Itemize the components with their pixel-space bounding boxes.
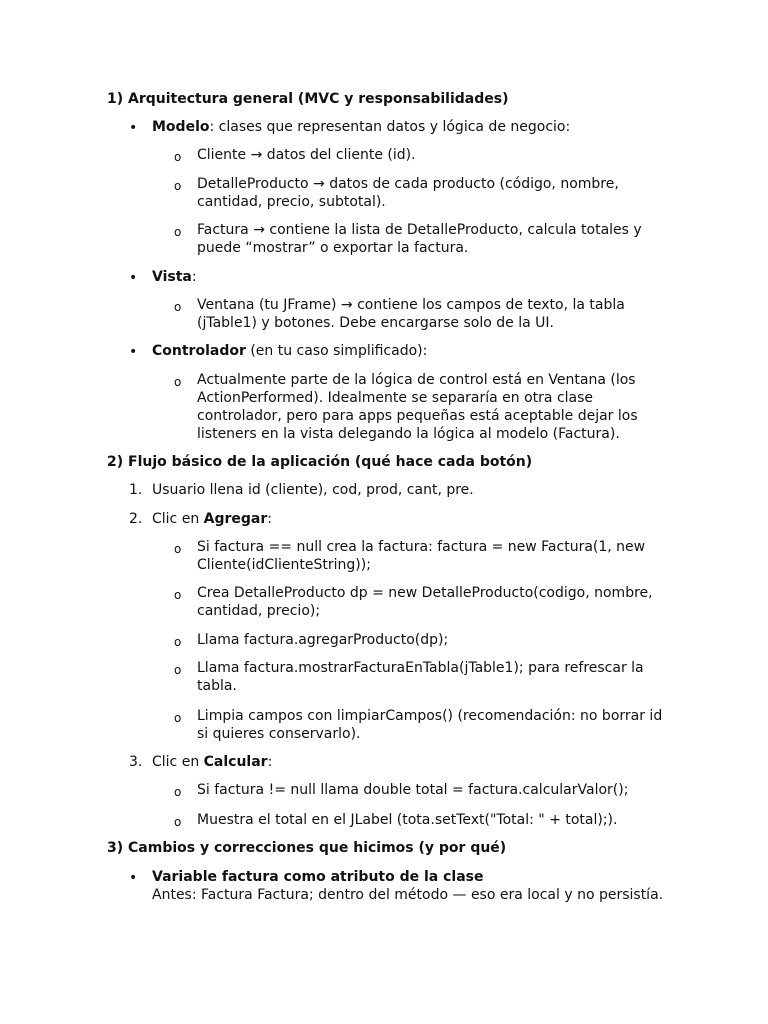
agregar-sub-item-cont: si quieres conservarlo).: [197, 726, 361, 742]
modelo-sub-item: Factura → contiene la lista de DetalleProducto, calcula totales y: [197, 222, 642, 238]
calcular-sub-item: Muestra el total en el JLabel (tota.setText("Total: " + total);).: [197, 812, 618, 828]
controlador-sub-item-cont: ActionPerformed). Idealmente se separaría en otra clase: [197, 390, 594, 406]
step-3-post: :: [267, 754, 273, 770]
bullet: •: [129, 270, 138, 286]
factura-attribute-text: Antes: Factura Factura; dentro del método — eso era local y no persistía.: [152, 887, 664, 903]
agregar-sub-item-cont: Cliente(idClienteString));: [197, 557, 371, 573]
sub-bullet: o: [174, 225, 182, 239]
step-3-pre: Clic en: [152, 754, 204, 770]
sub-bullet: o: [174, 815, 182, 829]
step-2-text: [152, 510, 272, 528]
calcular-label: Calcular: [203, 754, 268, 770]
step-2-pre: Clic en: [152, 511, 204, 527]
step-number: 2.: [129, 511, 143, 527]
sub-bullet: o: [174, 179, 182, 193]
controlador-sub-item: Actualmente parte de la lógica de control está en Ventana (los: [197, 372, 636, 388]
controlador-sub-item-cont: controlador, pero para apps pequeñas está aceptable dejar los: [197, 408, 638, 424]
sub-bullet: o: [174, 663, 182, 677]
modelo-sub-item-cont: puede “mostrar” o exportar la factura.: [197, 240, 469, 256]
bullet: •: [129, 120, 138, 136]
agregar-sub-item: Limpia campos con limpiarCampos() (recomendación: no borrar id: [197, 708, 663, 724]
controlador-sub-item-cont: listeners en la vista delegando la lógica al modelo (Factura).: [197, 426, 620, 442]
section-3-heading: 3) Cambios y correcciones que hicimos (y por qué): [107, 840, 507, 856]
agregar-sub-item-cont: tabla.: [197, 678, 237, 694]
vista-sub-item: Ventana (tu JFrame) → contiene los campos de texto, la tabla: [197, 297, 625, 313]
sub-bullet: o: [174, 588, 182, 602]
agregar-sub-item: Crea DetalleProducto dp = new DetalleProducto(codigo, nombre,: [197, 585, 653, 601]
step-number: 3.: [129, 754, 143, 770]
bullet: •: [129, 870, 138, 886]
factura-attribute-title: Variable factura como atributo de la clase: [152, 869, 484, 885]
agregar-sub-item: Si factura == null crea la factura: factura = new Factura(1, new: [197, 539, 646, 555]
controlador-text: (en tu caso simplificado):: [245, 343, 428, 359]
step-1-text: Usuario llena id (cliente), cod, prod, cant, pre.: [152, 482, 474, 498]
agregar-sub-item: Llama factura.mostrarFacturaEnTabla(jTable1); para refrescar la: [197, 660, 644, 676]
vista-text: :: [191, 269, 197, 285]
calcular-sub-item: Si factura != null llama double total = factura.calcularValor();: [197, 782, 629, 798]
sub-bullet: o: [174, 375, 182, 389]
sub-bullet: o: [174, 542, 182, 556]
modelo-sub-item: DetalleProducto → datos de cada producto (código, nombre,: [197, 176, 619, 192]
controlador-item: [152, 342, 427, 360]
section-2-heading: 2) Flujo básico de la aplicación (qué hace cada botón): [107, 454, 533, 470]
sub-bullet: o: [174, 150, 182, 164]
modelo-text: : clases que representan datos y lógica de negocio:: [209, 119, 571, 135]
section-1-heading: 1) Arquitectura general (MVC y responsabilidades): [107, 91, 509, 107]
modelo-sub-item: Cliente → datos del cliente (id).: [197, 147, 416, 163]
step-3-text: [152, 753, 272, 771]
agregar-sub-item: Llama factura.agregarProducto(dp);: [197, 632, 449, 648]
vista-item: [152, 268, 197, 286]
vista-label: Vista: [152, 269, 192, 285]
agregar-sub-item-cont: cantidad, precio);: [197, 603, 321, 619]
bullet: •: [129, 344, 138, 360]
agregar-label: Agregar: [203, 511, 268, 527]
controlador-label: Controlador: [152, 343, 246, 359]
sub-bullet: o: [174, 635, 182, 649]
step-2-post: :: [267, 511, 272, 527]
sub-bullet: o: [174, 300, 182, 314]
step-number: 1.: [129, 482, 143, 498]
modelo-item: [152, 118, 570, 136]
sub-bullet: o: [174, 785, 182, 799]
sub-bullet: o: [174, 711, 182, 725]
modelo-label: Modelo: [152, 119, 210, 135]
vista-sub-item-cont: (jTable1) y botones. Debe encargarse solo de la UI.: [197, 315, 554, 331]
modelo-sub-item-cont: cantidad, precio, subtotal).: [197, 194, 386, 210]
